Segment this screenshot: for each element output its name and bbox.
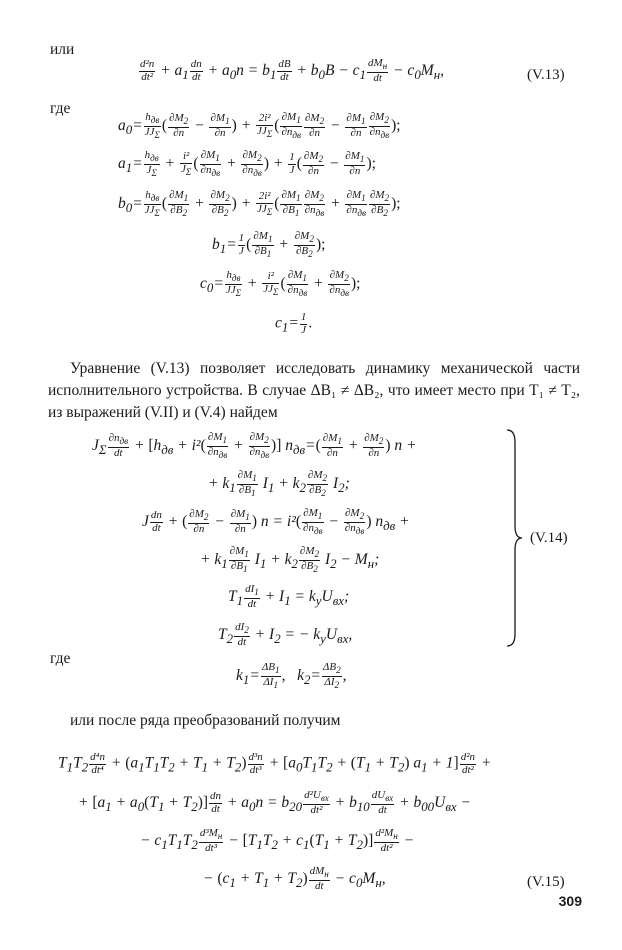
equation-v14-line2: + $k_1$ $\frac{\partial M_1}{\partial B_1}$ $I_1 + k_2$ $\frac{\partial M_2}{\partial B_2}$ $I_2$; — [208, 469, 350, 498]
equation-b1: $b_1=$ $\frac{1}{J}$ ( $\frac{\partial M_1}{\partial B_1}$ + $\frac{\partial M_2}{\partial B_2}$ ); — [212, 230, 326, 259]
equation-c0: $c_0=$ $h_{дв}$ $JJ_\Sigma$ + i² $JJ_\Sigma$ ( $\partial M_1$ $\partial n_{дв}$ + $\partial M_2$ $\partial n_{дв}$ ); — [200, 269, 361, 298]
page-number: 309 — [558, 893, 582, 909]
word-gde-1: где — [50, 100, 71, 117]
equation-v15-line1: $T_1T_2$ $\frac{\text{d⁴n}}{\text{dt⁴}}$ + $(a_1T_1T_2 + T_1 + T_2)$ $\frac{\text{d³n}}{\text{dt³}}$ + $[a_0T_1T_2 + (T_1 + T_2) a_1 + 1]$ $\frac{\text{d²n}}{\text{dt²}}$ + — [58, 751, 492, 776]
equation-a0: $a_0=$ $h_{дв}$ $JJ_\Sigma$ ( $\frac{\partial M_2}{\partial n}$ − $\frac{\partial M_1}{\partial n}$ ) + 2i² $JJ_\Sigma$ ( $\partial M_1$ $\partial n_{дв}$ $\frac{\partial M_2}{\partial n}$ − $\frac{\partial M_1}{\partial n}$ $\partial M_2$ $\partial n_{дв}$ ); — [118, 111, 401, 140]
right-brace — [505, 428, 523, 648]
equation-v15-line2: + $[a_1 + a_0(T_1 + T_2)]$ $\frac{dn}{dt}$ + $a_0n = b_{20}$ $d^2U_{вх}$ dt² + $b_{10}$ $dU_{вх}$ dt + $b_{00}U_{вх}$ − — [78, 789, 471, 816]
equation-c1: $c_1=$ $\frac{1}{J}$ . — [275, 311, 313, 336]
equation-v14-line4: + $k_1$ $\frac{\partial M_1}{\partial B_1}$ $I_1 + k_2$ $\frac{\partial M_2}{\partial B_2}$ $I_2 - M_н$; — [200, 545, 380, 574]
word-gde-2: где — [50, 650, 71, 667]
equation-label-v15: (V.15) — [527, 874, 565, 890]
equation-v13: $\frac{\text{d²n}}{\text{dt²}}$ + $a_1$ $\frac{dn}{dt}$ + $a_0n = b_1$ $\frac{dB}{dt}$ + $b_0B - c_1$ $dM_н$ dt − $c_0M_н$, — [140, 57, 444, 84]
equation-v14-line5: $T_1$ $\frac{dI_1}{dt}$ + $I_1 = k_уU_{вх}$; — [228, 583, 350, 610]
equation-v14-line1: $J_\Sigma$ $\partial n_{дв}$ dt + [$h_{дв} + i^2$( $\partial M_1$ $\partial n_{дв}$ + $\partial M_2$ $\partial n_{дв}$ )] $n_{дв}=$( $\frac{\partial M_1}{\partial n}$ + $\frac{\partial M_2}{\partial n}$ ) n + — [92, 431, 417, 460]
word-ili: или — [50, 41, 75, 58]
equation-label-v13: (V.13) — [527, 67, 565, 83]
equation-v14-line3: J $\frac{dn}{dt}$ + ( $\frac{\partial M_2}{\partial n}$ − $\frac{\partial M_1}{\partial n}$ ) n = i²( $\partial M_1$ $\partial n_{дв}$ − $\partial M_2$ $\partial n_{дв}$ ) $n_{дв}$ + — [142, 507, 410, 536]
body-paragraph: Уравнение (V.13) позволяет исследовать динамику механической части исполнительного устройства. В случае ΔB₁ ≠ ΔB₂, что имеет место при T₁ ≠ T₂, из выражений (V.II) и (V.4) найдем — [48, 360, 580, 421]
equation-k1-k2: $k_1=$ $\frac{\Delta B_1}{\Delta I_1}$ , $k_2=$ $\frac{\Delta B_2}{\Delta I_2}$ , — [236, 661, 347, 690]
equation-a1: $a_1=$ $h_{дв}$ $J_\Sigma$ + $\frac{\text{i²}}{J_\Sigma}$ ( $\partial M_1$ $\partial n_{дв}$ + $\partial M_2$ $\partial n_{дв}$ ) + $\frac{1}{J}$ ( $\frac{\partial M_2}{\partial n}$ − $\frac{\partial M_1}{\partial n}$ ); — [118, 149, 376, 178]
equation-v14-line6: $T_2$ $\frac{dI_2}{dt}$ + $I_2$ = − $k_уU_{вх}$, — [218, 621, 353, 648]
equation-v15-line4: − $(c_1 + T_1 + T_2)$ $dM_н$ dt − $c_0M_н$, — [203, 865, 386, 892]
text-ili-posle: или после ряда преобразований получим — [70, 712, 341, 729]
equation-b0: $b_0=$ $h_{дв}$ $JJ_\Sigma$ ( $\frac{\partial M_1}{\partial B_2}$ + $\frac{\partial M_2}{\partial B_2}$ ) + 2i² $JJ_\Sigma$ ( $\frac{\partial M_1}{\partial B_1}$ $\partial M_2$ $\partial n_{дв}$ + $\partial M_1$ $\partial n_{дв}$ $\frac{\partial M_2}{\partial B_2}$ ); — [118, 189, 401, 218]
equation-label-v14: (V.14) — [530, 530, 568, 546]
equation-v15-line3: − $c_1T_1T_2$ $d^3M_н$ dt³ − $[T_1T_2 + c_1(T_1 + T_2)]$ $d^2M_н$ dt² − — [140, 827, 415, 854]
